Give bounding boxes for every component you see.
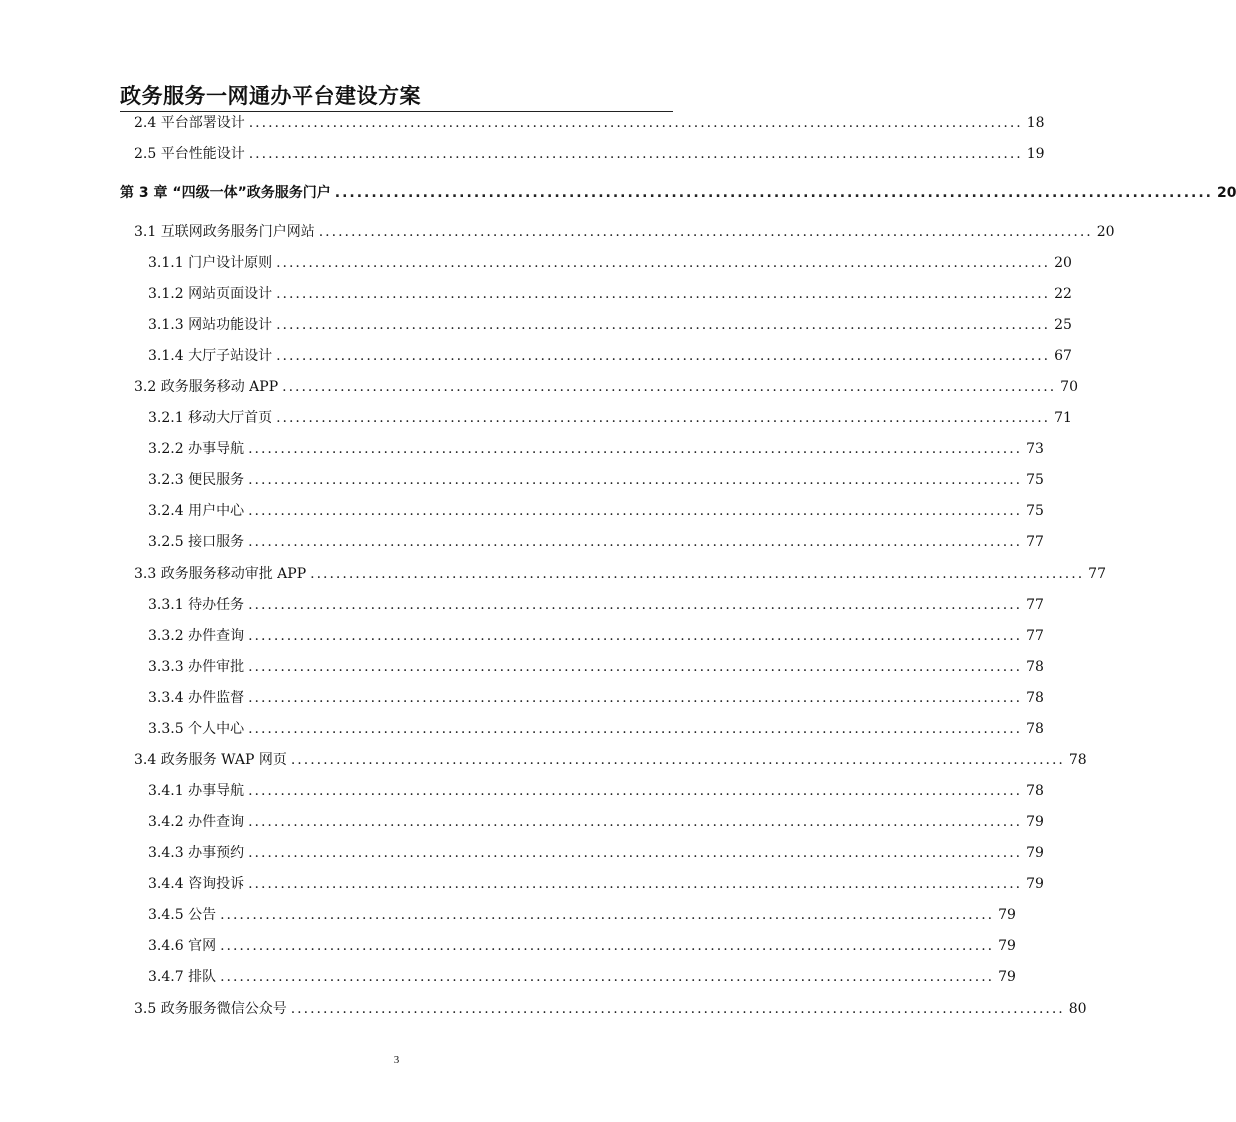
toc-entry-label: 3.3.1 待办任务 [148, 597, 245, 613]
toc-entry[interactable] [148, 284, 1072, 304]
toc-leader-dots: ........................................................................................................................ [248, 441, 1023, 457]
toc-entry-label: 3.1 互联网政务服务门户网站 [134, 224, 315, 240]
toc-entry-label: 3.4.3 办事预约 [148, 845, 245, 861]
toc-entry[interactable] [148, 657, 1044, 677]
toc-leader-dots: ........................................................................................................................ [248, 659, 1023, 675]
toc-entry[interactable] [148, 812, 1044, 832]
toc-leader-dots: ........................................................................................................................ [248, 146, 1023, 162]
toc-entry-label: 3.4.6 官网 [148, 938, 217, 954]
toc-entry[interactable] [148, 439, 1044, 459]
toc-entry-label: 3.3.3 办件审批 [148, 659, 245, 675]
toc-entry[interactable] [134, 113, 1045, 133]
toc-leader-dots: ........................................................................................................................ [220, 938, 995, 954]
toc-entry-page-number: 79 [998, 969, 1016, 985]
toc-leader-dots: ........................................................................................................................ [276, 255, 1051, 271]
toc-entry[interactable] [134, 564, 1106, 584]
toc-leader-dots: ........................................................................................................................ [220, 907, 995, 923]
toc-entry-page-number: 78 [1068, 752, 1087, 768]
toc-entry-label: 3.2 政务服务移动 APP [134, 379, 279, 395]
toc-entry-label: 3.3 政务服务移动审批 APP [134, 566, 307, 582]
toc-leader-dots: ........................................................................................................................ [248, 472, 1023, 488]
toc-entry-label: 3.3.2 办件查询 [148, 628, 245, 644]
toc-entry[interactable] [148, 688, 1044, 708]
toc-entry-label: 3.2.1 移动大厅首页 [148, 410, 273, 426]
toc-entry-page-number: 73 [1026, 441, 1044, 457]
toc-entry-page-number: 70 [1060, 379, 1078, 395]
toc-leader-dots: ........................................................................................................................ [248, 876, 1023, 892]
toc-entry[interactable] [148, 936, 1016, 956]
toc-entry[interactable] [134, 377, 1078, 397]
page-number: 3 [393, 1054, 400, 1066]
toc-entry-page-number: 78 [1026, 721, 1044, 737]
toc-entry-label: 2.4 平台部署设计 [134, 115, 245, 131]
toc-entry-label: 3.2.4 用户中心 [148, 503, 245, 519]
toc-entry[interactable] [134, 222, 1115, 242]
toc-entry-label: 3.1.1 门户设计原则 [148, 255, 273, 271]
toc-entry-page-number: 75 [1026, 472, 1044, 488]
toc-leader-dots: ........................................................................................................................ [276, 317, 1051, 333]
toc-entry[interactable] [148, 781, 1044, 801]
toc-entry[interactable] [148, 843, 1044, 863]
toc-entry[interactable] [148, 346, 1072, 366]
toc-entry-page-number: 18 [1026, 115, 1045, 131]
toc-leader-dots: ........................................................................................................................ [248, 845, 1023, 861]
toc-entry-page-number: 77 [1026, 534, 1044, 550]
toc-leader-dots: ........................................................................................................................ [276, 286, 1051, 302]
toc-leader-dots: ........................................................................................................................ [248, 783, 1023, 799]
toc-leader-dots: ........................................................................................................................ [290, 1001, 1065, 1017]
toc-entry[interactable] [148, 719, 1044, 739]
toc-leader-dots: ........................................................................................................................ [248, 597, 1023, 613]
toc-entry-page-number: 71 [1054, 410, 1072, 426]
toc-entry-label: 第 3 章 “四级一体”政务服务门户 [120, 185, 331, 201]
toc-leader-dots: ........................................................................................................................ [248, 115, 1023, 131]
toc-entry-page-number: 78 [1026, 659, 1044, 675]
toc-entry-page-number: 67 [1054, 348, 1072, 364]
toc-leader-dots: ........................................................................................................................ [318, 224, 1093, 240]
toc-entry-label: 3.4.5 公告 [148, 907, 217, 923]
toc-entry[interactable] [134, 144, 1045, 164]
toc-entry-page-number: 79 [998, 907, 1016, 923]
toc-entry-label: 3.4.1 办事导航 [148, 783, 245, 799]
toc-entry-page-number: 77 [1026, 597, 1044, 613]
toc-entry-label: 3.1.3 网站功能设计 [148, 317, 273, 333]
toc-entry-page-number: 75 [1026, 503, 1044, 519]
toc-entry[interactable] [148, 532, 1044, 552]
toc-entry[interactable] [148, 595, 1044, 615]
toc-entry[interactable] [148, 501, 1044, 521]
toc-leader-dots: ........................................................................................................................ [248, 690, 1023, 706]
toc-entry-page-number: 22 [1054, 286, 1072, 302]
toc-leader-dots: ........................................................................................................................ [220, 969, 995, 985]
toc-entry-label: 3.5 政务服务微信公众号 [134, 1001, 287, 1017]
toc-entry-label: 2.5 平台性能设计 [134, 146, 245, 162]
toc-entry[interactable] [134, 999, 1087, 1019]
toc-entry-label: 3.1.2 网站页面设计 [148, 286, 273, 302]
toc-entry-page-number: 77 [1088, 566, 1106, 582]
toc-leader-dots: ........................................................................................................................ [248, 628, 1023, 644]
toc-entry[interactable] [148, 253, 1072, 273]
toc-entry-label: 3.4.7 排队 [148, 969, 217, 985]
toc-entry-label: 3.2.2 办事导航 [148, 441, 245, 457]
toc-chapter-entry[interactable] [120, 183, 1236, 203]
toc-entry-page-number: 79 [1026, 845, 1044, 861]
toc-entry-page-number: 19 [1026, 146, 1045, 162]
toc-entry-page-number: 80 [1068, 1001, 1087, 1017]
toc-leader-dots: ........................................................................................................................ [276, 348, 1051, 364]
toc-entry-page-number: 79 [1026, 876, 1044, 892]
toc-leader-dots: ........................................................................................................................ [248, 721, 1023, 737]
toc-entry-page-number: 20 [1096, 224, 1115, 240]
toc-entry-label: 3.3.5 个人中心 [148, 721, 245, 737]
toc-leader-dots: ........................................................................................................................ [310, 566, 1085, 582]
toc-entry-page-number: 79 [998, 938, 1016, 954]
document-header-title: 政务服务一网通办平台建设方案 [120, 84, 421, 108]
toc-entry-label: 3.1.4 大厅子站设计 [148, 348, 273, 364]
toc-entry-page-number: 79 [1026, 814, 1044, 830]
toc-entry[interactable] [148, 905, 1016, 925]
toc-entry[interactable] [148, 626, 1044, 646]
toc-leader-dots: ........................................................................................................................ [282, 379, 1057, 395]
toc-entry-page-number: 78 [1026, 783, 1044, 799]
toc-leader-dots: ........................................................................................................................ [248, 814, 1023, 830]
toc-entry[interactable] [148, 874, 1044, 894]
toc-entry-page-number: 20 [1216, 185, 1236, 201]
toc-entry-label: 3.4.4 咨询投诉 [148, 876, 245, 892]
toc-entry-label: 3.3.4 办件监督 [148, 690, 245, 706]
toc-entry[interactable] [134, 750, 1087, 770]
toc-entry-label: 3.2.3 便民服务 [148, 472, 245, 488]
toc-leader-dots: ........................................................................................................................ [334, 185, 1213, 201]
toc-leader-dots: ........................................................................................................................ [276, 410, 1051, 426]
toc-leader-dots: ........................................................................................................................ [248, 534, 1023, 550]
toc-entry-label: 3.4.2 办件查询 [148, 814, 245, 830]
toc-entry-page-number: 77 [1026, 628, 1044, 644]
toc-entry-page-number: 78 [1026, 690, 1044, 706]
toc-entry-page-number: 25 [1054, 317, 1072, 333]
toc-entry[interactable] [148, 315, 1072, 335]
toc-entry-label: 3.2.5 接口服务 [148, 534, 245, 550]
toc-entry-page-number: 20 [1054, 255, 1072, 271]
toc-leader-dots: ........................................................................................................................ [290, 752, 1065, 768]
toc-entry[interactable] [148, 470, 1044, 490]
toc-entry-label: 3.4 政务服务 WAP 网页 [134, 752, 287, 768]
toc-entry[interactable] [148, 967, 1016, 987]
toc-leader-dots: ........................................................................................................................ [248, 503, 1023, 519]
toc-entry[interactable] [148, 408, 1072, 428]
